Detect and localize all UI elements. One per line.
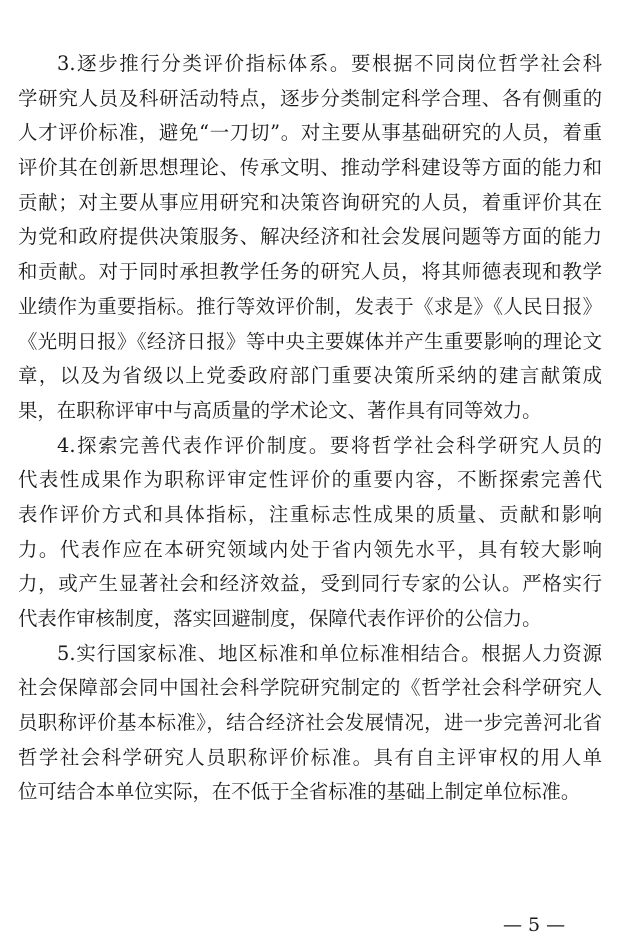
text-line: 哲学社会科学研究人员职称评价标准。具有自主评审权的用人单	[18, 745, 602, 769]
paragraph-5	[18, 637, 602, 810]
paragraph-3	[18, 47, 602, 429]
text-line: 员职称评价基本标准》，结合经济社会发展情况，进一步完善河北省	[18, 711, 602, 735]
text-line: 贡献；对主要从事应用研究和决策咨询研究的人员，着重评价其在	[18, 190, 602, 214]
paragraph-4	[18, 429, 602, 637]
text-line: 章，以及为省级以上党委政府部门重要决策所采纳的建言献策成	[18, 364, 602, 388]
text-line: 代表性成果作为职称评审定性评价的重要内容，不断探索完善代	[18, 468, 602, 492]
document-body	[18, 47, 602, 810]
text-line: 表作评价方式和具体指标，注重标志性成果的质量、贡献和影响	[18, 502, 602, 526]
text-line: 4.探索完善代表作评价制度。要将哲学社会科学研究人员的	[57, 433, 602, 457]
text-line: 代表作审核制度，落实回避制度，保障代表作评价的公信力。	[18, 607, 542, 630]
text-line: 学研究人员及科研活动特点，逐步分类制定科学合理、各有侧重的	[18, 86, 602, 110]
text-line: 业绩作为重要指标。推行等效评价制，发表于《求是》《人民日报》	[18, 294, 602, 318]
text-line: 人才评价标准，避免“一刀切”。对主要从事基础研究的人员，着重	[18, 121, 602, 145]
text-line: 3.逐步推行分类评价指标体系。要根据不同岗位哲学社会科	[57, 52, 602, 75]
text-line: 5.实行国家标准、地区标准和单位标准相结合。根据人力资源	[57, 641, 602, 665]
text-line: 果，在职称评审中与高质量的学术论文、著作具有同等效力。	[18, 398, 542, 422]
text-line: 和贡献。对于同时承担教学任务的研究人员，将其师德表现和教学	[18, 260, 602, 284]
text-line: 力，或产生显著社会和经济效益，受到同行专家的公认。严格实行	[18, 572, 602, 596]
text-line: 社会保障部会同中国社会科学院研究制定的《哲学社会科学研究人	[18, 676, 602, 700]
text-line: 力。代表作应在本研究领域内处于省内领先水平，具有较大影响	[18, 537, 602, 561]
page-number: — 5 —	[503, 914, 566, 936]
text-line: 评价其在创新思想理论、传承文明、推动学科建设等方面的能力和	[18, 156, 602, 180]
text-line: 为党和政府提供决策服务、解决经济和社会发展问题等方面的能力	[18, 225, 602, 249]
text-line: 位可结合本单位实际，在不低于全省标准的基础上制定单位标准。	[18, 780, 581, 804]
text-line: 《光明日报》《经济日报》等中央主要媒体并产生重要影响的理论文	[18, 329, 602, 353]
